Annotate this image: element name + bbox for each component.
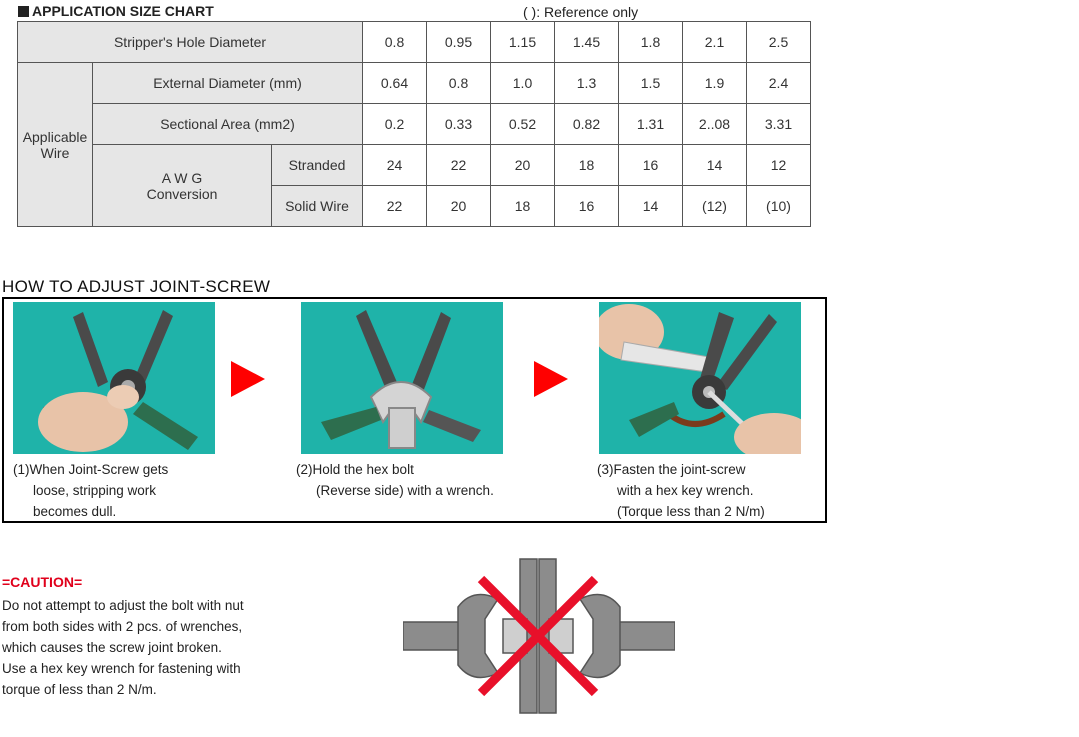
stranded-cell: 20 (491, 145, 555, 186)
caution-line: Do not attempt to adjust the bolt with nut (2, 598, 244, 613)
square-bullet-icon (18, 6, 29, 17)
caution-title: =CAUTION= (2, 574, 83, 590)
step-3-caption (597, 459, 765, 522)
area-cell: 2..08 (683, 104, 747, 145)
area-cell: 0.52 (491, 104, 555, 145)
wrench-on-bolt-icon (301, 302, 503, 454)
caption-line: (2)Hold the hex bolt (296, 462, 414, 477)
hole-cell: 1.8 (619, 22, 683, 63)
caution-line: torque of less than 2 N/m. (2, 682, 157, 697)
hex-key-fastening-icon (599, 302, 801, 454)
stripper-loose-icon (13, 302, 215, 454)
step-1-caption (13, 459, 168, 522)
stranded-cell: 18 (555, 145, 619, 186)
awg-label-line: A W G (161, 169, 203, 186)
two-wrenches-prohibited-illustration (403, 557, 675, 715)
step-3-photo (599, 302, 801, 454)
ext-cell: 1.0 (491, 63, 555, 104)
caution-line: Use a hex key wrench for fastening with (2, 661, 241, 676)
area-cell: 3.31 (747, 104, 811, 145)
caption-line: becomes dull. (33, 504, 117, 519)
hole-cell: 1.15 (491, 22, 555, 63)
ext-cell: 1.9 (683, 63, 747, 104)
caution-line: which causes the screw joint broken. (2, 640, 222, 655)
stranded-label: Stranded (272, 145, 363, 186)
area-cell: 0.33 (427, 104, 491, 145)
caption-line: loose, stripping work (33, 483, 157, 498)
ext-cell: 0.8 (427, 63, 491, 104)
arrow-right-icon (534, 361, 568, 397)
stranded-cell: 12 (747, 145, 811, 186)
ext-cell: 1.5 (619, 63, 683, 104)
solid-cell: (10) (747, 186, 811, 227)
area-label: Sectional Area (mm2) (93, 104, 363, 145)
caption-line: with a hex key wrench. (617, 483, 754, 498)
hole-cell: 0.95 (427, 22, 491, 63)
step-2-photo (301, 302, 503, 454)
hole-row (18, 22, 811, 63)
hole-cell: 0.8 (363, 22, 427, 63)
solid-cell: 22 (363, 186, 427, 227)
area-cell: 1.31 (619, 104, 683, 145)
hole-cell: 2.1 (683, 22, 747, 63)
caution-line: from both sides with 2 pcs. of wrenches, (2, 619, 243, 634)
stranded-cell: 14 (683, 145, 747, 186)
ext-label: External Diameter (mm) (93, 63, 363, 104)
hole-label: Stripper's Hole Diameter (18, 22, 363, 63)
step-2-caption (296, 459, 494, 501)
chart-title (18, 3, 214, 19)
hole-cell: 1.45 (555, 22, 619, 63)
area-cell: 0.2 (363, 104, 427, 145)
ext-cell: 2.4 (747, 63, 811, 104)
step-1-photo (13, 302, 215, 454)
howto-title: HOW TO ADJUST JOINT-SCREW (2, 277, 271, 296)
group-label-line: Wire (40, 144, 70, 161)
chart-title-text: APPLICATION SIZE CHART (32, 3, 214, 19)
reference-note: ( ): Reference only (523, 4, 639, 20)
area-cell: 0.82 (555, 104, 619, 145)
solid-cell: 18 (491, 186, 555, 227)
area-row (18, 104, 811, 145)
hole-cell: 2.5 (747, 22, 811, 63)
caption-line: (1)When Joint-Screw gets (13, 462, 169, 477)
solid-cell: 16 (555, 186, 619, 227)
application-size-table (17, 21, 811, 227)
caption-line: (3)Fasten the joint-screw (597, 462, 746, 477)
awg-label (93, 145, 272, 227)
caption-line: (Torque less than 2 N/m) (617, 504, 765, 519)
solid-label: Solid Wire (272, 186, 363, 227)
group-label-line: Applicable (22, 128, 88, 145)
ext-cell: 0.64 (363, 63, 427, 104)
ext-cell: 1.3 (555, 63, 619, 104)
ext-row (18, 63, 811, 104)
caption-line: (Reverse side) with a wrench. (316, 483, 494, 498)
caution-text (2, 595, 244, 700)
arrow-right-icon (231, 361, 265, 397)
stranded-row (18, 145, 811, 186)
stranded-cell: 22 (427, 145, 491, 186)
solid-cell: 14 (619, 186, 683, 227)
stranded-cell: 24 (363, 145, 427, 186)
stranded-cell: 16 (619, 145, 683, 186)
awg-label-line: Conversion (146, 185, 218, 202)
solid-cell: 20 (427, 186, 491, 227)
solid-cell: (12) (683, 186, 747, 227)
applicable-wire-label (18, 63, 93, 227)
